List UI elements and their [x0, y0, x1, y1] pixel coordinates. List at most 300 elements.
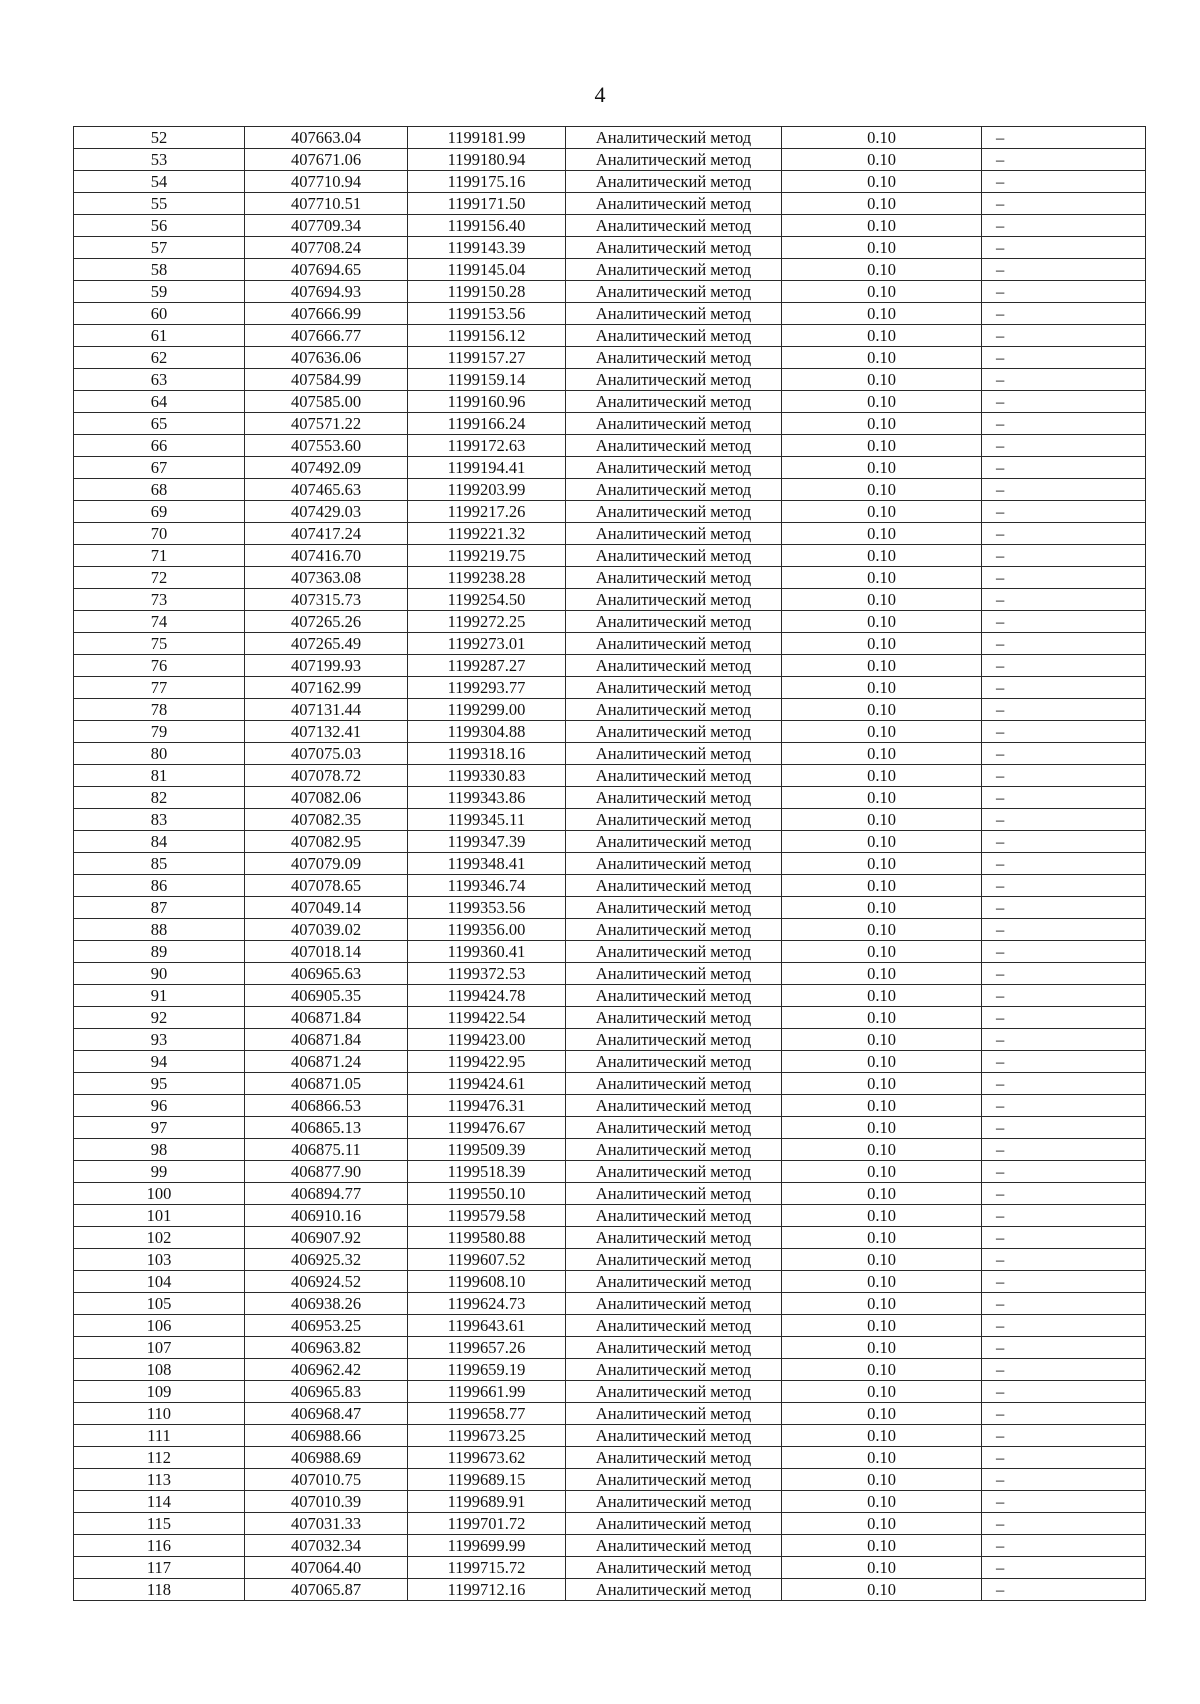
- cell-y-coordinate: 1199219.75: [408, 545, 566, 567]
- cell-point-number: 82: [74, 787, 245, 809]
- cell-point-number: 106: [74, 1315, 245, 1337]
- cell-x-coordinate: 407082.95: [245, 831, 408, 853]
- cell-accuracy: 0.10: [782, 633, 982, 655]
- cell-y-coordinate: 1199673.25: [408, 1425, 566, 1447]
- cell-point-number: 55: [74, 193, 245, 215]
- table-row: [74, 1491, 1146, 1513]
- cell-method: Аналитический метод: [566, 1491, 782, 1513]
- cell-accuracy: 0.10: [782, 457, 982, 479]
- table-row: [74, 1557, 1146, 1579]
- cell-x-coordinate: 407032.34: [245, 1535, 408, 1557]
- table-row: [74, 1227, 1146, 1249]
- cell-accuracy: 0.10: [782, 259, 982, 281]
- cell-description: –: [982, 1271, 1146, 1293]
- cell-point-number: 114: [74, 1491, 245, 1513]
- cell-point-number: 92: [74, 1007, 245, 1029]
- table-row: [74, 457, 1146, 479]
- cell-method: Аналитический метод: [566, 699, 782, 721]
- cell-y-coordinate: 1199422.95: [408, 1051, 566, 1073]
- cell-accuracy: 0.10: [782, 369, 982, 391]
- cell-x-coordinate: 407078.65: [245, 875, 408, 897]
- cell-x-coordinate: 406871.84: [245, 1029, 408, 1051]
- cell-y-coordinate: 1199476.31: [408, 1095, 566, 1117]
- cell-x-coordinate: 406905.35: [245, 985, 408, 1007]
- cell-x-coordinate: 407265.26: [245, 611, 408, 633]
- cell-method: Аналитический метод: [566, 1029, 782, 1051]
- cell-point-number: 98: [74, 1139, 245, 1161]
- cell-y-coordinate: 1199518.39: [408, 1161, 566, 1183]
- cell-x-coordinate: 407132.41: [245, 721, 408, 743]
- cell-point-number: 87: [74, 897, 245, 919]
- cell-description: –: [982, 1051, 1146, 1073]
- cell-description: –: [982, 369, 1146, 391]
- table-row: [74, 1007, 1146, 1029]
- cell-method: Аналитический метод: [566, 1425, 782, 1447]
- cell-method: Аналитический метод: [566, 1447, 782, 1469]
- cell-point-number: 85: [74, 853, 245, 875]
- cell-x-coordinate: 407065.87: [245, 1579, 408, 1601]
- cell-description: –: [982, 1579, 1146, 1601]
- cell-y-coordinate: 1199156.40: [408, 215, 566, 237]
- table-row: [74, 369, 1146, 391]
- cell-accuracy: 0.10: [782, 897, 982, 919]
- cell-y-coordinate: 1199422.54: [408, 1007, 566, 1029]
- cell-y-coordinate: 1199318.16: [408, 743, 566, 765]
- cell-y-coordinate: 1199221.32: [408, 523, 566, 545]
- cell-accuracy: 0.10: [782, 721, 982, 743]
- cell-description: –: [982, 171, 1146, 193]
- cell-x-coordinate: 406963.82: [245, 1337, 408, 1359]
- cell-x-coordinate: 407079.09: [245, 853, 408, 875]
- cell-description: –: [982, 1183, 1146, 1205]
- cell-accuracy: 0.10: [782, 677, 982, 699]
- cell-x-coordinate: 407571.22: [245, 413, 408, 435]
- cell-description: –: [982, 611, 1146, 633]
- cell-description: –: [982, 501, 1146, 523]
- cell-method: Аналитический метод: [566, 215, 782, 237]
- table-row: [74, 787, 1146, 809]
- cell-description: –: [982, 1381, 1146, 1403]
- cell-accuracy: 0.10: [782, 875, 982, 897]
- cell-point-number: 99: [74, 1161, 245, 1183]
- cell-method: Аналитический метод: [566, 325, 782, 347]
- cell-point-number: 79: [74, 721, 245, 743]
- cell-x-coordinate: 407710.94: [245, 171, 408, 193]
- cell-method: Аналитический метод: [566, 985, 782, 1007]
- cell-x-coordinate: 407162.99: [245, 677, 408, 699]
- table-row: [74, 567, 1146, 589]
- table-row: [74, 303, 1146, 325]
- cell-x-coordinate: 407049.14: [245, 897, 408, 919]
- cell-method: Аналитический метод: [566, 963, 782, 985]
- cell-x-coordinate: 406871.24: [245, 1051, 408, 1073]
- cell-description: –: [982, 193, 1146, 215]
- cell-point-number: 64: [74, 391, 245, 413]
- cell-x-coordinate: 407492.09: [245, 457, 408, 479]
- cell-x-coordinate: 406875.11: [245, 1139, 408, 1161]
- cell-method: Аналитический метод: [566, 655, 782, 677]
- cell-x-coordinate: 407416.70: [245, 545, 408, 567]
- table-row: [74, 1535, 1146, 1557]
- cell-method: Аналитический метод: [566, 1271, 782, 1293]
- cell-description: –: [982, 1205, 1146, 1227]
- table-row: [74, 677, 1146, 699]
- cell-accuracy: 0.10: [782, 1183, 982, 1205]
- table-row: [74, 765, 1146, 787]
- table-row: [74, 523, 1146, 545]
- cell-x-coordinate: 407199.93: [245, 655, 408, 677]
- cell-point-number: 57: [74, 237, 245, 259]
- table-row: [74, 655, 1146, 677]
- cell-method: Аналитический метод: [566, 413, 782, 435]
- cell-description: –: [982, 1073, 1146, 1095]
- table-row: [74, 1425, 1146, 1447]
- cell-x-coordinate: 407039.02: [245, 919, 408, 941]
- cell-accuracy: 0.10: [782, 1491, 982, 1513]
- table-row: [74, 1117, 1146, 1139]
- cell-accuracy: 0.10: [782, 1139, 982, 1161]
- table-row: [74, 831, 1146, 853]
- cell-point-number: 101: [74, 1205, 245, 1227]
- cell-y-coordinate: 1199203.99: [408, 479, 566, 501]
- table-row: [74, 413, 1146, 435]
- cell-description: –: [982, 1315, 1146, 1337]
- cell-y-coordinate: 1199643.61: [408, 1315, 566, 1337]
- cell-point-number: 63: [74, 369, 245, 391]
- cell-accuracy: 0.10: [782, 1117, 982, 1139]
- cell-x-coordinate: 407663.04: [245, 127, 408, 149]
- table-row: [74, 985, 1146, 1007]
- cell-accuracy: 0.10: [782, 1271, 982, 1293]
- cell-x-coordinate: 407671.06: [245, 149, 408, 171]
- cell-y-coordinate: 1199217.26: [408, 501, 566, 523]
- cell-description: –: [982, 743, 1146, 765]
- table-row: [74, 1271, 1146, 1293]
- table-row: [74, 347, 1146, 369]
- cell-x-coordinate: 407666.77: [245, 325, 408, 347]
- table-row: [74, 589, 1146, 611]
- cell-accuracy: 0.10: [782, 985, 982, 1007]
- cell-point-number: 88: [74, 919, 245, 941]
- cell-point-number: 72: [74, 567, 245, 589]
- table-row: [74, 941, 1146, 963]
- cell-accuracy: 0.10: [782, 325, 982, 347]
- cell-point-number: 108: [74, 1359, 245, 1381]
- cell-point-number: 71: [74, 545, 245, 567]
- cell-point-number: 115: [74, 1513, 245, 1535]
- cell-point-number: 77: [74, 677, 245, 699]
- cell-description: –: [982, 1293, 1146, 1315]
- cell-method: Аналитический метод: [566, 1337, 782, 1359]
- cell-x-coordinate: 407636.06: [245, 347, 408, 369]
- cell-method: Аналитический метод: [566, 1073, 782, 1095]
- cell-y-coordinate: 1199346.74: [408, 875, 566, 897]
- cell-y-coordinate: 1199180.94: [408, 149, 566, 171]
- cell-method: Аналитический метод: [566, 149, 782, 171]
- cell-accuracy: 0.10: [782, 193, 982, 215]
- table-row: [74, 1469, 1146, 1491]
- cell-description: –: [982, 1029, 1146, 1051]
- cell-accuracy: 0.10: [782, 1205, 982, 1227]
- cell-point-number: 53: [74, 149, 245, 171]
- cell-accuracy: 0.10: [782, 523, 982, 545]
- cell-x-coordinate: 407666.99: [245, 303, 408, 325]
- cell-accuracy: 0.10: [782, 1579, 982, 1601]
- cell-description: –: [982, 1249, 1146, 1271]
- cell-point-number: 68: [74, 479, 245, 501]
- cell-description: –: [982, 1469, 1146, 1491]
- cell-y-coordinate: 1199579.58: [408, 1205, 566, 1227]
- table-row: [74, 259, 1146, 281]
- cell-x-coordinate: 406938.26: [245, 1293, 408, 1315]
- cell-x-coordinate: 407708.24: [245, 237, 408, 259]
- cell-accuracy: 0.10: [782, 941, 982, 963]
- cell-accuracy: 0.10: [782, 1337, 982, 1359]
- cell-x-coordinate: 407010.75: [245, 1469, 408, 1491]
- cell-y-coordinate: 1199330.83: [408, 765, 566, 787]
- cell-point-number: 62: [74, 347, 245, 369]
- cell-method: Аналитический метод: [566, 545, 782, 567]
- cell-method: Аналитический метод: [566, 1579, 782, 1601]
- cell-point-number: 66: [74, 435, 245, 457]
- cell-point-number: 97: [74, 1117, 245, 1139]
- cell-point-number: 110: [74, 1403, 245, 1425]
- table-row: [74, 743, 1146, 765]
- cell-y-coordinate: 1199423.00: [408, 1029, 566, 1051]
- cell-x-coordinate: 406894.77: [245, 1183, 408, 1205]
- cell-method: Аналитический метод: [566, 237, 782, 259]
- cell-method: Аналитический метод: [566, 941, 782, 963]
- table-row: [74, 1029, 1146, 1051]
- cell-y-coordinate: 1199372.53: [408, 963, 566, 985]
- table-row: [74, 1579, 1146, 1601]
- cell-x-coordinate: 406924.52: [245, 1271, 408, 1293]
- cell-description: –: [982, 435, 1146, 457]
- cell-method: Аналитический метод: [566, 435, 782, 457]
- cell-point-number: 93: [74, 1029, 245, 1051]
- cell-accuracy: 0.10: [782, 149, 982, 171]
- cell-point-number: 95: [74, 1073, 245, 1095]
- cell-method: Аналитический метод: [566, 1403, 782, 1425]
- cell-y-coordinate: 1199659.19: [408, 1359, 566, 1381]
- table-row: [74, 1447, 1146, 1469]
- table-row: [74, 149, 1146, 171]
- table-row: [74, 1095, 1146, 1117]
- cell-description: –: [982, 985, 1146, 1007]
- cell-x-coordinate: 407078.72: [245, 765, 408, 787]
- cell-point-number: 117: [74, 1557, 245, 1579]
- cell-method: Аналитический метод: [566, 1557, 782, 1579]
- cell-description: –: [982, 1007, 1146, 1029]
- cell-x-coordinate: 407315.73: [245, 589, 408, 611]
- cell-accuracy: 0.10: [782, 1513, 982, 1535]
- cell-accuracy: 0.10: [782, 1425, 982, 1447]
- cell-x-coordinate: 407010.39: [245, 1491, 408, 1513]
- table-row: [74, 611, 1146, 633]
- cell-method: Аналитический метод: [566, 1117, 782, 1139]
- cell-point-number: 80: [74, 743, 245, 765]
- cell-accuracy: 0.10: [782, 567, 982, 589]
- cell-y-coordinate: 1199153.56: [408, 303, 566, 325]
- cell-x-coordinate: 407429.03: [245, 501, 408, 523]
- cell-point-number: 52: [74, 127, 245, 149]
- cell-x-coordinate: 407465.63: [245, 479, 408, 501]
- cell-point-number: 78: [74, 699, 245, 721]
- cell-y-coordinate: 1199238.28: [408, 567, 566, 589]
- cell-method: Аналитический метод: [566, 743, 782, 765]
- cell-method: Аналитический метод: [566, 721, 782, 743]
- cell-point-number: 104: [74, 1271, 245, 1293]
- cell-point-number: 59: [74, 281, 245, 303]
- cell-y-coordinate: 1199424.78: [408, 985, 566, 1007]
- cell-accuracy: 0.10: [782, 963, 982, 985]
- cell-point-number: 75: [74, 633, 245, 655]
- cell-method: Аналитический метод: [566, 1183, 782, 1205]
- cell-accuracy: 0.10: [782, 1029, 982, 1051]
- cell-description: –: [982, 1425, 1146, 1447]
- cell-description: –: [982, 633, 1146, 655]
- cell-method: Аналитический метод: [566, 765, 782, 787]
- cell-accuracy: 0.10: [782, 1447, 982, 1469]
- cell-description: –: [982, 655, 1146, 677]
- cell-x-coordinate: 407075.03: [245, 743, 408, 765]
- table-row: [74, 1315, 1146, 1337]
- cell-accuracy: 0.10: [782, 1381, 982, 1403]
- table-row: [74, 1337, 1146, 1359]
- cell-description: –: [982, 281, 1146, 303]
- cell-description: –: [982, 963, 1146, 985]
- cell-accuracy: 0.10: [782, 237, 982, 259]
- cell-description: –: [982, 479, 1146, 501]
- cell-x-coordinate: 407018.14: [245, 941, 408, 963]
- cell-method: Аналитический метод: [566, 479, 782, 501]
- cell-point-number: 69: [74, 501, 245, 523]
- cell-x-coordinate: 407709.34: [245, 215, 408, 237]
- cell-y-coordinate: 1199157.27: [408, 347, 566, 369]
- cell-description: –: [982, 589, 1146, 611]
- cell-method: Аналитический метод: [566, 347, 782, 369]
- cell-x-coordinate: 406965.63: [245, 963, 408, 985]
- cell-y-coordinate: 1199347.39: [408, 831, 566, 853]
- cell-point-number: 89: [74, 941, 245, 963]
- cell-y-coordinate: 1199159.14: [408, 369, 566, 391]
- table-row: [74, 1359, 1146, 1381]
- cell-y-coordinate: 1199360.41: [408, 941, 566, 963]
- cell-accuracy: 0.10: [782, 127, 982, 149]
- cell-accuracy: 0.10: [782, 831, 982, 853]
- page-number: 4: [594, 82, 606, 107]
- cell-point-number: 112: [74, 1447, 245, 1469]
- table-row: [74, 721, 1146, 743]
- table-row: [74, 391, 1146, 413]
- cell-y-coordinate: 1199689.15: [408, 1469, 566, 1491]
- cell-point-number: 116: [74, 1535, 245, 1557]
- cell-method: Аналитический метод: [566, 369, 782, 391]
- cell-accuracy: 0.10: [782, 919, 982, 941]
- cell-point-number: 86: [74, 875, 245, 897]
- cell-description: –: [982, 699, 1146, 721]
- cell-point-number: 70: [74, 523, 245, 545]
- cell-method: Аналитический метод: [566, 1007, 782, 1029]
- cell-method: Аналитический метод: [566, 875, 782, 897]
- cell-point-number: 84: [74, 831, 245, 853]
- cell-x-coordinate: 407082.06: [245, 787, 408, 809]
- cell-accuracy: 0.10: [782, 391, 982, 413]
- cell-description: –: [982, 1513, 1146, 1535]
- cell-x-coordinate: 407710.51: [245, 193, 408, 215]
- table-row: [74, 1403, 1146, 1425]
- cell-accuracy: 0.10: [782, 347, 982, 369]
- cell-accuracy: 0.10: [782, 589, 982, 611]
- cell-y-coordinate: 1199348.41: [408, 853, 566, 875]
- cell-accuracy: 0.10: [782, 787, 982, 809]
- cell-accuracy: 0.10: [782, 809, 982, 831]
- cell-x-coordinate: 406962.42: [245, 1359, 408, 1381]
- cell-method: Аналитический метод: [566, 1205, 782, 1227]
- cell-accuracy: 0.10: [782, 743, 982, 765]
- cell-accuracy: 0.10: [782, 1007, 982, 1029]
- cell-x-coordinate: 407694.93: [245, 281, 408, 303]
- cell-description: –: [982, 831, 1146, 853]
- cell-accuracy: 0.10: [782, 1227, 982, 1249]
- cell-x-coordinate: 406965.83: [245, 1381, 408, 1403]
- cell-accuracy: 0.10: [782, 1249, 982, 1271]
- cell-description: –: [982, 941, 1146, 963]
- cell-description: –: [982, 1447, 1146, 1469]
- cell-y-coordinate: 1199293.77: [408, 677, 566, 699]
- cell-method: Аналитический метод: [566, 457, 782, 479]
- cell-y-coordinate: 1199194.41: [408, 457, 566, 479]
- cell-y-coordinate: 1199254.50: [408, 589, 566, 611]
- cell-y-coordinate: 1199424.61: [408, 1073, 566, 1095]
- cell-point-number: 96: [74, 1095, 245, 1117]
- cell-method: Аналитический метод: [566, 589, 782, 611]
- cell-y-coordinate: 1199304.88: [408, 721, 566, 743]
- cell-y-coordinate: 1199273.01: [408, 633, 566, 655]
- cell-method: Аналитический метод: [566, 611, 782, 633]
- cell-accuracy: 0.10: [782, 171, 982, 193]
- cell-method: Аналитический метод: [566, 1535, 782, 1557]
- cell-method: Аналитический метод: [566, 1095, 782, 1117]
- cell-method: Аналитический метод: [566, 281, 782, 303]
- table-row: [74, 1073, 1146, 1095]
- cell-description: –: [982, 127, 1146, 149]
- coordinates-table: [73, 126, 1146, 1601]
- table-row: [74, 1139, 1146, 1161]
- cell-y-coordinate: 1199658.77: [408, 1403, 566, 1425]
- cell-accuracy: 0.10: [782, 1469, 982, 1491]
- cell-description: –: [982, 765, 1146, 787]
- cell-method: Аналитический метод: [566, 127, 782, 149]
- table-row: [74, 171, 1146, 193]
- cell-y-coordinate: 1199715.72: [408, 1557, 566, 1579]
- cell-description: –: [982, 149, 1146, 171]
- cell-method: Аналитический метод: [566, 523, 782, 545]
- cell-description: –: [982, 809, 1146, 831]
- cell-accuracy: 0.10: [782, 1161, 982, 1183]
- cell-point-number: 105: [74, 1293, 245, 1315]
- cell-x-coordinate: 406925.32: [245, 1249, 408, 1271]
- cell-method: Аналитический метод: [566, 1513, 782, 1535]
- cell-accuracy: 0.10: [782, 281, 982, 303]
- cell-point-number: 65: [74, 413, 245, 435]
- cell-description: –: [982, 853, 1146, 875]
- table-row: [74, 1205, 1146, 1227]
- cell-method: Аналитический метод: [566, 303, 782, 325]
- cell-x-coordinate: 407031.33: [245, 1513, 408, 1535]
- cell-accuracy: 0.10: [782, 1557, 982, 1579]
- cell-point-number: 54: [74, 171, 245, 193]
